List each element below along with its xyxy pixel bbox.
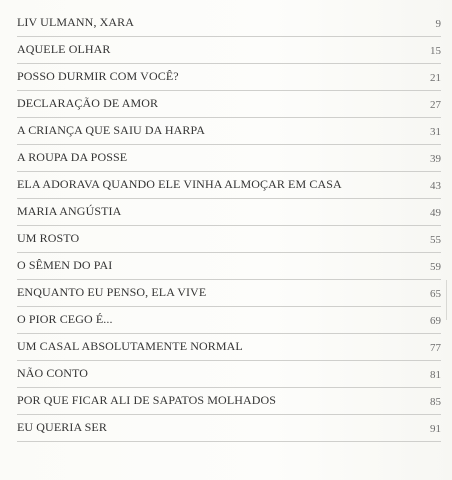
toc-entry-page-number: 85 <box>430 396 441 408</box>
toc-entry-page-number: 43 <box>430 180 441 192</box>
toc-entry-title: DECLARAÇÃO DE AMOR <box>17 96 159 110</box>
toc-entry-title: NÃO CONTO <box>17 366 89 380</box>
page-edge-mark <box>446 280 447 320</box>
toc-entry-title: POR QUE FICAR ALI DE SAPATOS MOLHADOS <box>17 393 277 407</box>
toc-entry <box>17 307 441 334</box>
toc-entry-title: A CRIANÇA QUE SAIU DA HARPA <box>17 123 205 137</box>
toc-entry-title: O SÊMEN DO PAI <box>17 258 113 272</box>
toc-entry-title: A ROUPA DA POSSE <box>17 150 128 164</box>
toc-entry <box>17 64 441 91</box>
toc-entry-page-number: 81 <box>430 369 441 381</box>
toc-entry-page-number: 27 <box>430 99 441 111</box>
toc-entry-title: EU QUERIA SER <box>17 420 107 434</box>
toc-entry <box>17 280 441 307</box>
toc-entry-title: UM CASAL ABSOLUTAMENTE NORMAL <box>17 339 243 353</box>
toc-entry <box>17 37 441 64</box>
toc-entry <box>17 388 441 415</box>
toc-entry-title: MARIA ANGÚSTIA <box>17 204 122 218</box>
toc-entry <box>17 226 441 253</box>
table-of-contents <box>17 10 441 442</box>
toc-entry <box>17 415 441 442</box>
toc-entry-page-number: 77 <box>430 342 441 354</box>
toc-entry-page-number: 9 <box>435 18 441 30</box>
toc-entry-page-number: 31 <box>430 126 441 138</box>
toc-entry-page-number: 15 <box>430 45 441 57</box>
toc-entry-page-number: 55 <box>430 234 441 246</box>
toc-entry <box>17 361 441 388</box>
toc-entry-page-number: 59 <box>430 261 441 273</box>
toc-entry-title: LIV ULMANN, XARA <box>17 15 135 29</box>
toc-entry <box>17 253 441 280</box>
toc-entry <box>17 10 441 37</box>
toc-entry-title: POSSO DURMIR COM VOCÊ? <box>17 69 179 83</box>
toc-entry-page-number: 69 <box>430 315 441 327</box>
toc-entry-page-number: 65 <box>430 288 441 300</box>
toc-entry-page-number: 21 <box>430 72 441 84</box>
toc-entry <box>17 91 441 118</box>
toc-entry-title: ENQUANTO EU PENSO, ELA VIVE <box>17 285 207 299</box>
toc-entry-page-number: 91 <box>430 423 441 435</box>
toc-entry-title: AQUELE OLHAR <box>17 42 111 56</box>
toc-entry <box>17 145 441 172</box>
toc-entry-page-number: 39 <box>430 153 441 165</box>
toc-entry-title: O PIOR CEGO É... <box>17 312 113 326</box>
toc-entry <box>17 199 441 226</box>
toc-entry <box>17 172 441 199</box>
toc-entry-title: UM ROSTO <box>17 231 80 245</box>
toc-entry-title: ELA ADORAVA QUANDO ELE VINHA ALMOÇAR EM CASA <box>17 177 342 191</box>
toc-entry <box>17 334 441 361</box>
toc-entry <box>17 118 441 145</box>
toc-entry-page-number: 49 <box>430 207 441 219</box>
